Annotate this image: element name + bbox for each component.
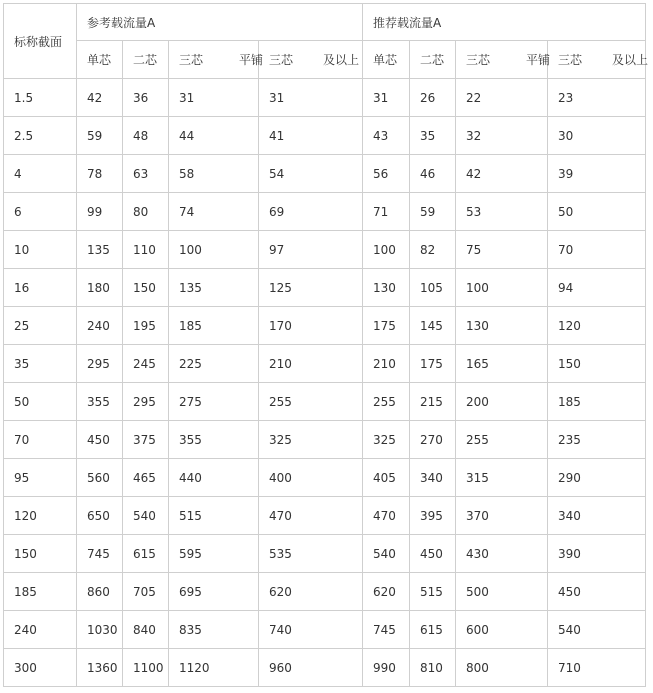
cell-rec-value: 270 xyxy=(410,421,456,459)
table-row xyxy=(4,459,646,497)
cell-rec-value: 94 xyxy=(548,269,646,307)
cell-ref-value: 59 xyxy=(77,117,123,155)
cell-rec-value: 32 xyxy=(456,117,548,155)
cell-ref-value: 42 xyxy=(77,79,123,117)
cell-rec-value: 56 xyxy=(363,155,410,193)
cell-rec-value: 46 xyxy=(410,155,456,193)
cell-ref-value: 69 xyxy=(259,193,363,231)
cell-rec-value: 35 xyxy=(410,117,456,155)
cell-ref-value: 240 xyxy=(77,307,123,345)
cell-size: 6 xyxy=(4,193,77,231)
cell-rec-value: 31 xyxy=(363,79,410,117)
header-rec-three-up xyxy=(548,41,649,79)
header-rec-group: 推荐载流量A xyxy=(363,4,646,41)
cell-rec-value: 50 xyxy=(548,193,646,231)
cell-ref-value: 41 xyxy=(259,117,363,155)
ampacity-table xyxy=(3,3,649,687)
cell-ref-value: 835 xyxy=(169,611,259,649)
cell-ref-value: 465 xyxy=(123,459,169,497)
cell-ref-value: 135 xyxy=(77,231,123,269)
table-row xyxy=(4,231,646,269)
cell-ref-value: 99 xyxy=(77,193,123,231)
cell-rec-value: 340 xyxy=(410,459,456,497)
cell-rec-value: 185 xyxy=(548,383,646,421)
cell-ref-value: 58 xyxy=(169,155,259,193)
cell-ref-value: 110 xyxy=(123,231,169,269)
table-row xyxy=(4,193,646,231)
cell-rec-value: 82 xyxy=(410,231,456,269)
cell-rec-value: 100 xyxy=(363,231,410,269)
cell-rec-value: 255 xyxy=(456,421,548,459)
cell-ref-value: 78 xyxy=(77,155,123,193)
cell-rec-value: 615 xyxy=(410,611,456,649)
cell-ref-value: 74 xyxy=(169,193,259,231)
cell-rec-value: 75 xyxy=(456,231,548,269)
cell-rec-value: 39 xyxy=(548,155,646,193)
cell-rec-value: 105 xyxy=(410,269,456,307)
cell-rec-value: 255 xyxy=(363,383,410,421)
cell-size: 150 xyxy=(4,535,77,573)
cell-ref-value: 255 xyxy=(259,383,363,421)
cell-size: 25 xyxy=(4,307,77,345)
cell-rec-value: 30 xyxy=(548,117,646,155)
cell-rec-value: 315 xyxy=(456,459,548,497)
table-row xyxy=(4,269,646,307)
cell-rec-value: 150 xyxy=(548,345,646,383)
cell-ref-value: 54 xyxy=(259,155,363,193)
cell-size: 2.5 xyxy=(4,117,77,155)
cell-rec-value: 450 xyxy=(548,573,646,611)
header-label: 平铺 xyxy=(239,53,264,67)
cell-ref-value: 1360 xyxy=(77,649,123,687)
cell-ref-value: 245 xyxy=(123,345,169,383)
cell-rec-value: 620 xyxy=(363,573,410,611)
cell-rec-value: 800 xyxy=(456,649,548,687)
header-size: 标称截面 xyxy=(4,4,77,79)
cell-size: 4 xyxy=(4,155,77,193)
header-row-groups xyxy=(4,4,646,41)
cell-ref-value: 150 xyxy=(123,269,169,307)
cell-ref-value: 31 xyxy=(259,79,363,117)
header-row-columns xyxy=(4,41,646,79)
cell-rec-value: 53 xyxy=(456,193,548,231)
cell-ref-value: 170 xyxy=(259,307,363,345)
cell-ref-value: 745 xyxy=(77,535,123,573)
cell-size: 185 xyxy=(4,573,77,611)
cell-ref-value: 80 xyxy=(123,193,169,231)
cell-ref-value: 400 xyxy=(259,459,363,497)
cell-size: 120 xyxy=(4,497,77,535)
table-row xyxy=(4,117,646,155)
table-row xyxy=(4,535,646,573)
table-row xyxy=(4,155,646,193)
cell-size: 300 xyxy=(4,649,77,687)
header-label: 平铺 xyxy=(526,53,551,67)
cell-ref-value: 860 xyxy=(77,573,123,611)
cell-ref-value: 180 xyxy=(77,269,123,307)
header-ref-group: 参考载流量A xyxy=(77,4,363,41)
cell-size: 1.5 xyxy=(4,79,77,117)
cell-ref-value: 440 xyxy=(169,459,259,497)
cell-rec-value: 290 xyxy=(548,459,646,497)
cell-rec-value: 370 xyxy=(456,497,548,535)
header-ref-three-up xyxy=(259,41,363,79)
cell-ref-value: 48 xyxy=(123,117,169,155)
cell-ref-value: 355 xyxy=(77,383,123,421)
cell-rec-value: 175 xyxy=(363,307,410,345)
table-container xyxy=(3,3,649,687)
cell-rec-value: 390 xyxy=(548,535,646,573)
header-rec-two: 二芯 xyxy=(410,41,456,79)
table-row xyxy=(4,421,646,459)
cell-ref-value: 540 xyxy=(123,497,169,535)
header-label: 三芯 xyxy=(558,53,583,67)
cell-rec-value: 70 xyxy=(548,231,646,269)
cell-rec-value: 130 xyxy=(456,307,548,345)
cell-ref-value: 325 xyxy=(259,421,363,459)
cell-ref-value: 44 xyxy=(169,117,259,155)
cell-rec-value: 145 xyxy=(410,307,456,345)
cell-ref-value: 135 xyxy=(169,269,259,307)
cell-size: 240 xyxy=(4,611,77,649)
cell-size: 50 xyxy=(4,383,77,421)
cell-ref-value: 450 xyxy=(77,421,123,459)
cell-rec-value: 120 xyxy=(548,307,646,345)
header-rec-single: 单芯 xyxy=(363,41,410,79)
table-row xyxy=(4,79,646,117)
cell-rec-value: 210 xyxy=(363,345,410,383)
cell-ref-value: 63 xyxy=(123,155,169,193)
cell-ref-value: 650 xyxy=(77,497,123,535)
cell-ref-value: 225 xyxy=(169,345,259,383)
cell-rec-value: 59 xyxy=(410,193,456,231)
cell-ref-value: 210 xyxy=(259,345,363,383)
cell-rec-value: 600 xyxy=(456,611,548,649)
cell-size: 95 xyxy=(4,459,77,497)
cell-rec-value: 500 xyxy=(456,573,548,611)
cell-rec-value: 100 xyxy=(456,269,548,307)
cell-ref-value: 185 xyxy=(169,307,259,345)
header-ref-three-flat xyxy=(169,41,264,79)
cell-rec-value: 235 xyxy=(548,421,646,459)
cell-ref-value: 535 xyxy=(259,535,363,573)
cell-ref-value: 615 xyxy=(123,535,169,573)
header-label: 三芯 xyxy=(269,53,294,67)
cell-rec-value: 710 xyxy=(548,649,646,687)
header-label: 及以上 xyxy=(323,53,360,67)
cell-ref-value: 695 xyxy=(169,573,259,611)
cell-rec-value: 990 xyxy=(363,649,410,687)
cell-rec-value: 200 xyxy=(456,383,548,421)
cell-rec-value: 26 xyxy=(410,79,456,117)
cell-ref-value: 100 xyxy=(169,231,259,269)
header-label: 三芯 xyxy=(466,53,491,67)
cell-size: 35 xyxy=(4,345,77,383)
header-ref-single: 单芯 xyxy=(77,41,123,79)
cell-size: 70 xyxy=(4,421,77,459)
cell-ref-value: 620 xyxy=(259,573,363,611)
cell-ref-value: 515 xyxy=(169,497,259,535)
cell-rec-value: 43 xyxy=(363,117,410,155)
cell-ref-value: 31 xyxy=(169,79,259,117)
cell-ref-value: 375 xyxy=(123,421,169,459)
table-row xyxy=(4,383,646,421)
cell-rec-value: 165 xyxy=(456,345,548,383)
table-row xyxy=(4,307,646,345)
cell-rec-value: 470 xyxy=(363,497,410,535)
cell-ref-value: 1030 xyxy=(77,611,123,649)
cell-ref-value: 960 xyxy=(259,649,363,687)
cell-rec-value: 405 xyxy=(363,459,410,497)
cell-rec-value: 325 xyxy=(363,421,410,459)
cell-rec-value: 130 xyxy=(363,269,410,307)
cell-rec-value: 22 xyxy=(456,79,548,117)
header-label: 及以上 xyxy=(612,53,649,67)
cell-rec-value: 810 xyxy=(410,649,456,687)
cell-ref-value: 470 xyxy=(259,497,363,535)
cell-ref-value: 195 xyxy=(123,307,169,345)
cell-ref-value: 740 xyxy=(259,611,363,649)
cell-ref-value: 275 xyxy=(169,383,259,421)
header-label: 三芯 xyxy=(179,53,204,67)
cell-ref-value: 97 xyxy=(259,231,363,269)
cell-rec-value: 540 xyxy=(548,611,646,649)
header-rec-three-flat xyxy=(456,41,551,79)
cell-rec-value: 540 xyxy=(363,535,410,573)
table-body xyxy=(4,4,649,687)
cell-ref-value: 125 xyxy=(259,269,363,307)
cell-rec-value: 215 xyxy=(410,383,456,421)
table-row xyxy=(4,497,646,535)
cell-ref-value: 36 xyxy=(123,79,169,117)
cell-ref-value: 840 xyxy=(123,611,169,649)
cell-size: 10 xyxy=(4,231,77,269)
cell-rec-value: 745 xyxy=(363,611,410,649)
cell-ref-value: 295 xyxy=(123,383,169,421)
header-ref-two: 二芯 xyxy=(123,41,169,79)
cell-rec-value: 450 xyxy=(410,535,456,573)
cell-ref-value: 1100 xyxy=(123,649,169,687)
table-row xyxy=(4,345,646,383)
cell-rec-value: 515 xyxy=(410,573,456,611)
cell-rec-value: 42 xyxy=(456,155,548,193)
cell-rec-value: 71 xyxy=(363,193,410,231)
cell-ref-value: 705 xyxy=(123,573,169,611)
table-row xyxy=(4,573,646,611)
table-row xyxy=(4,649,646,687)
cell-size: 16 xyxy=(4,269,77,307)
cell-rec-value: 395 xyxy=(410,497,456,535)
cell-ref-value: 355 xyxy=(169,421,259,459)
table-row xyxy=(4,611,646,649)
cell-rec-value: 340 xyxy=(548,497,646,535)
cell-ref-value: 1120 xyxy=(169,649,259,687)
cell-rec-value: 175 xyxy=(410,345,456,383)
cell-ref-value: 595 xyxy=(169,535,259,573)
cell-rec-value: 23 xyxy=(548,79,646,117)
cell-ref-value: 560 xyxy=(77,459,123,497)
cell-ref-value: 295 xyxy=(77,345,123,383)
cell-rec-value: 430 xyxy=(456,535,548,573)
